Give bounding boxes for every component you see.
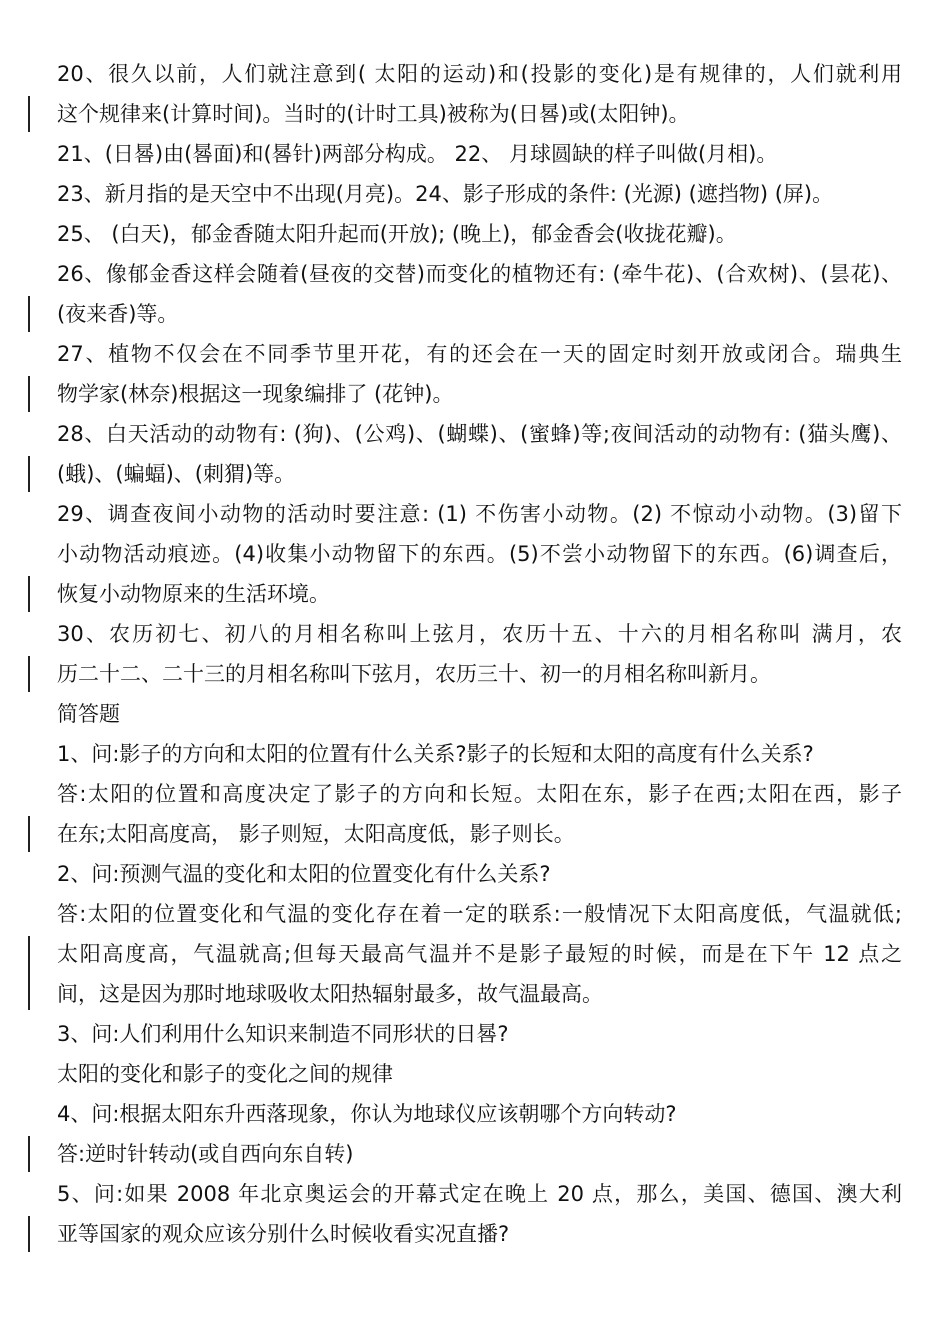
- item-27-line-1: 27、植物不仅会在不同季节里开花，有的还会在一天的固定时刻开放或闭合。瑞典生: [57, 342, 902, 366]
- answer-2-line-2: 太阳高度高，气温就高;但每天最高气温并不是影子最短的时候，而是在下午 12 点之: [57, 942, 902, 966]
- item-27-line-2: 物学家(林奈)根据这一现象编排了 (花钟)。: [57, 382, 454, 406]
- margin-bar: [28, 576, 30, 612]
- answer-2-line-1: 答:太阳的位置变化和气温的变化存在着一定的联系:一般情况下太阳高度低，气温就低;: [57, 902, 902, 926]
- item-23-24: 23、新月指的是天空中不出现(月亮)。24、影子形成的条件: (光源) (遮挡物) (屏)。: [57, 182, 834, 206]
- margin-bar: [28, 456, 30, 492]
- answer-3: 太阳的变化和影子的变化之间的规律: [57, 1062, 393, 1086]
- margin-bar: [28, 96, 30, 132]
- margin-bar: [28, 296, 30, 332]
- question-5-line-2: 亚等国家的观众应该分别什么时候收看实况直播?: [57, 1222, 510, 1246]
- question-3: 3、问:人们利用什么知识来制造不同形状的日晷?: [57, 1022, 509, 1046]
- answer-4: 答:逆时针转动(或自西向东自转): [57, 1142, 354, 1166]
- question-2: 2、问:预测气温的变化和太阳的位置变化有什么关系?: [57, 862, 551, 886]
- margin-bar: [28, 656, 30, 692]
- item-29-line-2: 小动物活动痕迹。(4)收集小动物留下的东西。(5)不尝小动物留下的东西。(6)调查后，: [57, 542, 902, 566]
- item-30-line-2: 历二十二、二十三的月相名称叫下弦月，农历三十、初一的月相名称叫新月。: [57, 662, 771, 686]
- margin-bar: [28, 936, 30, 1010]
- margin-bar: [28, 816, 30, 852]
- margin-bar: [28, 1136, 30, 1172]
- question-5-line-1: 5、问:如果 2008 年北京奥运会的开幕式定在晚上 20 点，那么，美国、德国、澳大利: [57, 1182, 902, 1206]
- question-4: 4、问:根据太阳东升西落现象，你认为地球仪应该朝哪个方向转动?: [57, 1102, 677, 1126]
- item-26-line-2: (夜来香)等。: [57, 302, 179, 326]
- item-25: 25、 (白天)，郁金香随太阳升起而(开放); (晚上)，郁金香会(收拢花瓣)。: [57, 222, 737, 246]
- item-20-line-2: 这个规律来(计算时间)。当时的(计时工具)被称为(日晷)或(太阳钟)。: [57, 102, 690, 126]
- section-heading: 简答题: [57, 702, 120, 726]
- item-28-line-1: 28、白天活动的动物有: (狗)、(公鸡)、(蝴蝶)、(蜜蜂)等;夜间活动的动物有: (猫头鹰)、: [57, 422, 902, 446]
- margin-bar: [28, 1216, 30, 1252]
- answer-2-line-3: 间，这是因为那时地球吸收太阳热辐射最多，故气温最高。: [57, 982, 603, 1006]
- question-1: 1、问:影子的方向和太阳的位置有什么关系?影子的长短和太阳的高度有什么关系?: [57, 742, 814, 766]
- item-28-line-2: (蛾)、(蝙蝠)、(刺猬)等。: [57, 462, 296, 486]
- answer-1-line-1: 答:太阳的位置和高度决定了影子的方向和长短。太阳在东，影子在西;太阳在西，影子: [57, 782, 902, 806]
- margin-bar: [28, 376, 30, 412]
- item-29-line-3: 恢复小动物原来的生活环境。: [57, 582, 330, 606]
- answer-1-line-2: 在东;太阳高度高， 影子则短，太阳高度低，影子则长。: [57, 822, 575, 846]
- item-30-line-1: 30、农历初七、初八的月相名称叫上弦月，农历十五、十六的月相名称叫 满月，农: [57, 622, 902, 646]
- item-21-22: 21、(日晷)由(晷面)和(晷针)两部分构成。 22、 月球圆缺的样子叫做(月相)。: [57, 142, 778, 166]
- item-26-line-1: 26、像郁金香这样会随着(昼夜的交替)而变化的植物还有: (牵牛花)、(合欢树)、(昙花)、: [57, 262, 902, 286]
- item-29-line-1: 29、调查夜间小动物的活动时要注意: (1) 不伤害小动物。(2) 不惊动小动物。(3)留下: [57, 502, 902, 526]
- item-20-line-1: 20、很久以前，人们就注意到( 太阳的运动)和(投影的变化)是有规律的，人们就利用: [57, 62, 902, 86]
